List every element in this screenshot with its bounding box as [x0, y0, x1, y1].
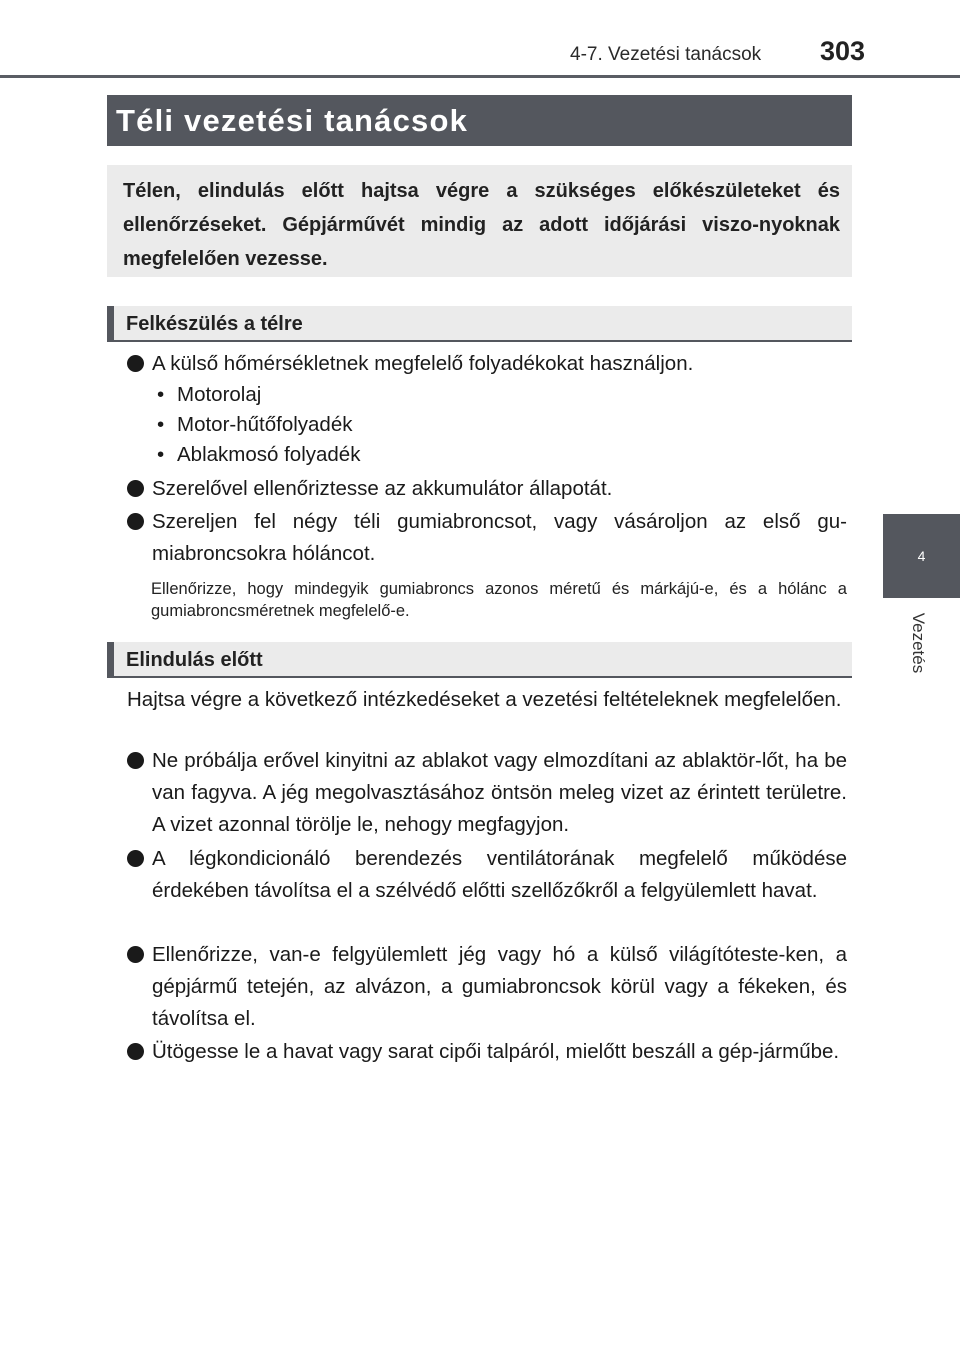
sub-bullet-icon: • [157, 443, 165, 466]
sub-bullet-icon: • [157, 413, 165, 436]
bullet-text: A külső hőmérsékletnek megfelelő folyadékokat használjon. [152, 352, 694, 375]
sub-item-text: Motor-hűtőfolyadék [177, 413, 353, 436]
sub-item [157, 380, 261, 410]
section-heading-before-start: Elindulás előtt [107, 642, 852, 678]
bullet-text: Ellenőrizze, van-e felgyülemlett jég vagy hó a külső világítóteste-ken, a gépjármű tetején, az alvázon, a gumiabroncsok körül vagy a fékeken, és távolítsa el. [152, 943, 847, 1030]
bullet-item [127, 506, 847, 570]
header-rule [0, 75, 960, 78]
bullet-item [127, 1036, 847, 1068]
note-text: Ellenőrizze, hogy mindegyik gumiabroncs azonos méretű és márkájú-e, és a hólánc a gumiabroncsméretnek megfelelő-e. [151, 580, 847, 620]
bullet-dot-icon [127, 850, 144, 867]
chapter-label [898, 598, 938, 688]
bullet-text: Szereljen fel négy téli gumiabroncsot, vagy vásároljon az első gu-miabroncsokra hóláncot. [152, 510, 847, 565]
intro-box: Télen, elindulás előtt hajtsa végre a szükséges előkészületeket és ellenőrzéseket. Gépjárművét mindig az adott időjárási viszo-nyoknak megfelelően vezesse. [107, 165, 852, 277]
bullet-text: Ütögesse le a havat vagy sarat cipői talpáról, mielőtt beszáll a gép-járműbe. [152, 1040, 840, 1063]
bullet-dot-icon [127, 355, 144, 372]
page-number: 303 [820, 36, 866, 66]
bullet-item [127, 745, 847, 841]
bullet-item [127, 348, 847, 380]
bullet-item [127, 939, 847, 1035]
bullet-dot-icon [127, 1043, 144, 1060]
sub-item [157, 410, 352, 440]
bullet-item [127, 843, 847, 907]
sub-item-text: Motorolaj [177, 383, 262, 406]
bullet-text: A légkondicionáló berendezés ventilátorának megfelelő működése érdekében távolítsa el a szélvédő előtti szellőzőkről a felgyülemlett havat. [152, 847, 847, 902]
bullet-dot-icon [127, 513, 144, 530]
chapter-number: 4 [917, 548, 926, 564]
bullet-text: Ne próbálja erővel kinyitni az ablakot vagy elmozdítani az ablaktör-lőt, ha be van fagyva. A jég megolvasztásához öntsön meleg vizet az érintett területre. A vizet azonnal törölje le, nehogy megfagyjon. [152, 749, 847, 836]
section-heading-preparation: Felkészülés a télre [107, 306, 852, 342]
section-intro: Hajtsa végre a következő intézkedéseket a vezetési feltételeknek megfelelően. [127, 688, 842, 711]
bullet-dot-icon [127, 480, 144, 497]
sub-item [157, 440, 360, 470]
bullet-item [127, 473, 847, 505]
bullet-dot-icon [127, 752, 144, 769]
sub-item-text: Ablakmosó folyadék [177, 443, 361, 466]
bullet-dot-icon [127, 946, 144, 963]
sub-bullet-icon: • [157, 383, 165, 406]
header-section-title: 4-7. Vezetési tanácsok [570, 44, 762, 65]
chapter-tab [883, 514, 960, 598]
page-title: Téli vezetési tanácsok [107, 95, 852, 146]
chapter-label-text: Vezetés [909, 612, 928, 674]
bullet-text: Szerelővel ellenőriztesse az akkumulátor állapotát. [152, 477, 613, 500]
